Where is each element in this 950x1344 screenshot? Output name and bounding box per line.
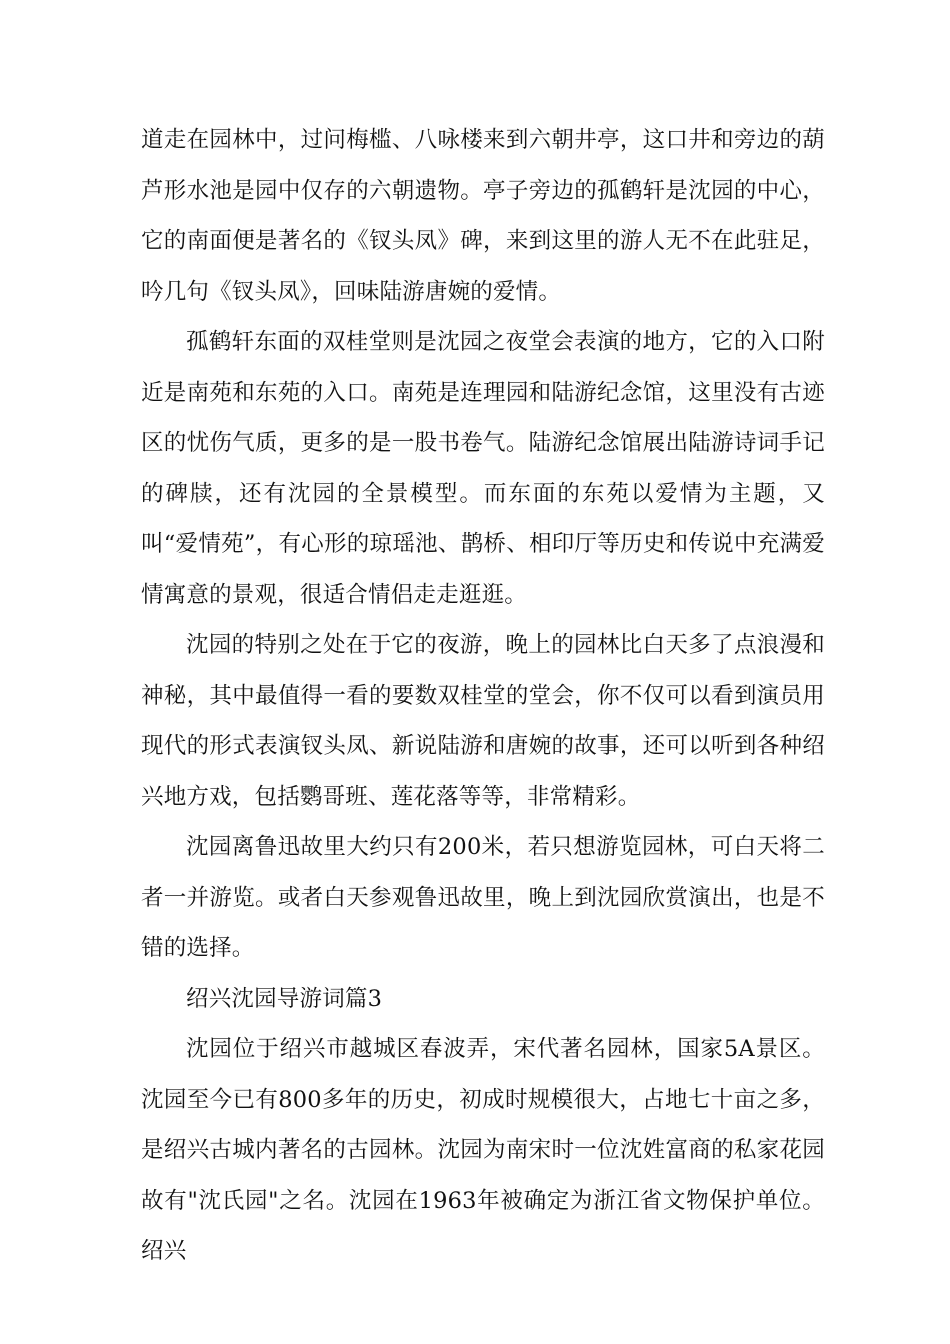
paragraph-continuation: 道走在园林中，过问梅槛、八咏楼来到六朝井亭，这口井和旁边的葫芦形水池是园中仅存的六朝遗物。亭子旁边的孤鹤轩是沈园的中心，它的南面便是著名的《钗头凤》碑，来到这里的游人无不在此驻足，吟几句《钗头凤》，回味陆游唐婉的爱情。 bbox=[141, 127, 825, 305]
paragraph-twin-osmanthus-hall: 孤鹤轩东面的双桂堂则是沈园之夜堂会表演的地方，它的入口附近是南苑和东苑的入口。南苑是连理园和陆游纪念馆，这里没有古迹区的忧伤气质，更多的是一股书卷气。陆游纪念馆展出陆游诗词手记的碑牍，还有沈园的全景模型。而东面的东苑以爱情为主题，又叫“爱情苑”，有心形的琼瑶池、鹊桥、相印厅等历史和传说中充满爱情寓意的景观，很适合情侣走走逛逛。 bbox=[141, 329, 825, 608]
section-heading: 绍兴沈园导游词篇3 bbox=[186, 985, 383, 1012]
paragraph-night-tour: 沈园的特别之处在于它的夜游，晚上的园林比白天多了点浪漫和神秘，其中最值得一看的要数双桂堂的堂会，你不仅可以看到演员用现代的形式表演钗头凤、新说陆游和唐婉的故事，还可以听到各种绍兴地方戏，包括鹦哥班、莲花落等等，非常精彩。 bbox=[141, 632, 825, 810]
paragraph-shen-garden-intro: 沈园位于绍兴市越城区春波弄，宋代著名园林，国家5A景区。沈园至今已有800多年的历史，初成时规模很大，占地七十亩之多，是绍兴古城内著名的古园林。沈园为南宋时一位沈姓富商的私家花园故有"沈氏园"之名。沈园在1963年被确定为浙江省文物保护单位。绍兴 bbox=[141, 1036, 825, 1264]
paragraph-lu-xun-hometown: 沈园离鲁迅故里大约只有200米，若只想游览园林，可白天将二者一并游览。或者白天参观鲁迅故里，晚上到沈园欣赏演出，也是不错的选择。 bbox=[141, 834, 825, 961]
document-body bbox=[141, 115, 825, 1277]
